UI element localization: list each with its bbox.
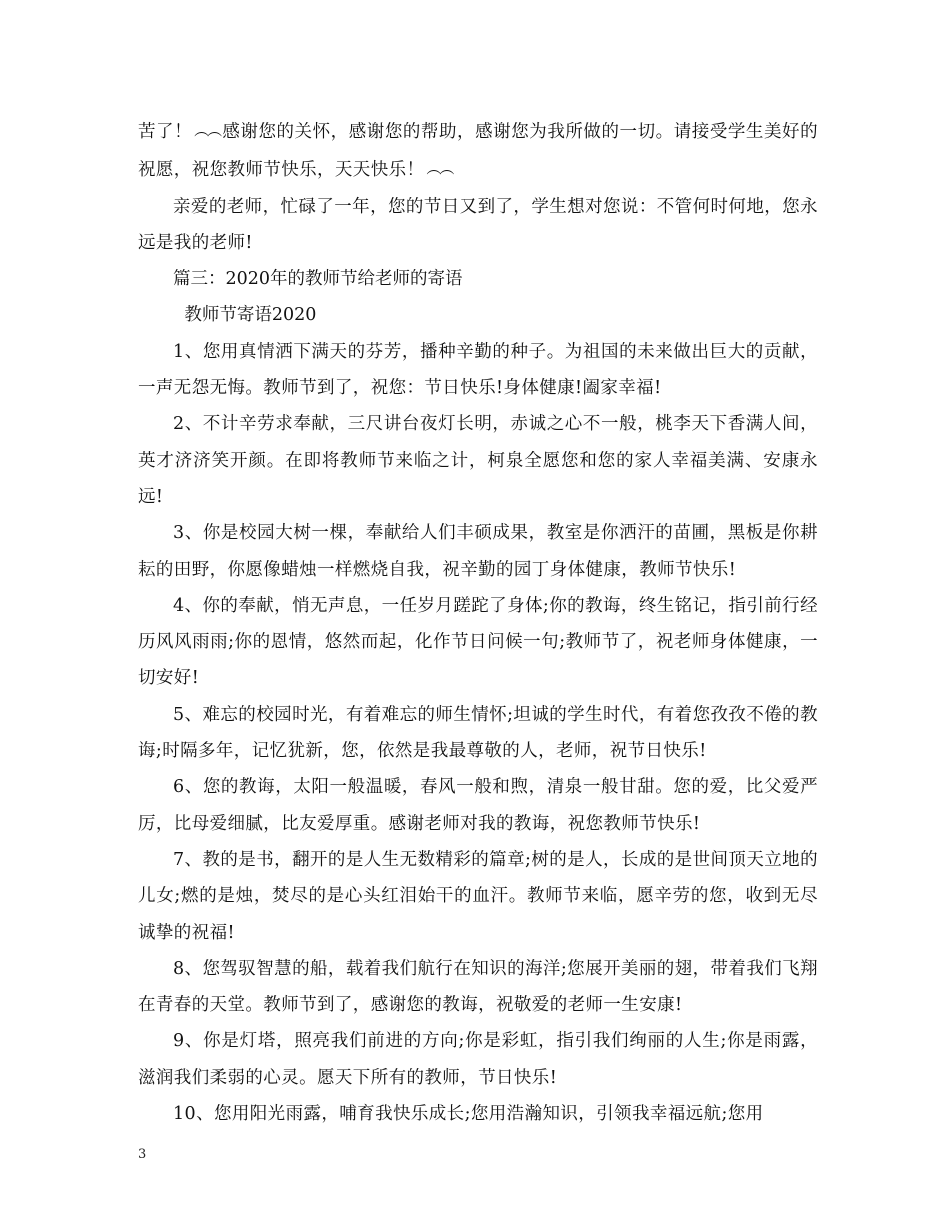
dear-teacher-paragraph: 亲爱的老师，忙碌了一年，您的节日又到了，学生想对您说：不管何时何地，您永远是我的老师! xyxy=(138,196,818,253)
intro-paragraph xyxy=(138,112,818,189)
wish-item-4: 4、你的奉献，悄无声息，一任岁月蹉跎了身体;你的教诲，终生铭记，指引前行经历风风雨雨;你的恩情，悠然而起，化作节日问候一句;教师节了，祝老师身体健康，一切安好! xyxy=(138,595,818,689)
emoticon-smile: ︵︵ xyxy=(194,121,221,139)
wish-item-2: 2、不计辛劳求奉献，三尺讲台夜灯长明，赤诚之心不一般，桃李天下香满人间，英才济济笑开颜。在即将教师节来临之计，柯泉全愿您和您的家人幸福美满、安康永远! xyxy=(138,414,818,507)
wish-item-6: 6、您的教诲，太阳一般温暖，春风一般和煦，清泉一般甘甜。您的爱，比父爱严厉，比母爱细腻，比友爱厚重。感谢老师对我的教诲，祝您教师节快乐! xyxy=(138,777,818,834)
intro-text-end: 感谢您的关怀，感谢您的帮助，感谢您为我所做的一切。请接受学生美好的祝愿，祝您教师节快乐，天天快乐！ xyxy=(138,122,818,181)
wish-item-5: 5、难忘的校园时光，有着难忘的师生情怀;坦诚的学生时代，有着您孜孜不倦的教诲;时隔多年，记忆犹新，您，依然是我最尊敬的人，老师，祝节日快乐! xyxy=(138,704,818,762)
wish-item-7: 7、教的是书，翻开的是人生无数精彩的篇章;树的是人，长成的是世间顶天立地的儿女;燃的是烛，焚尽的是心头红泪始干的血汗。教师节来临，愿辛劳的您，收到无尽诚挚的祝福! xyxy=(138,849,818,943)
wish-item-10: 10、您用阳光雨露，哺育我快乐成长;您用浩瀚知识，引领我幸福远航;您用 xyxy=(173,1104,764,1125)
wish-item-1: 1、您用真情洒下满天的芬芳，播种辛勤的种子。为祖国的未来做出巨大的贡献，一声无怨无悔。教师节到了，祝您：节日快乐!身体健康!阖家幸福! xyxy=(138,341,818,399)
section-title: 篇三：2020年的教师节给老师的寄语 xyxy=(173,269,463,290)
intro-text-start: 苦了！ xyxy=(138,122,193,142)
wish-item-8: 8、您驾驭智慧的船，载着我们航行在知识的海洋;您展开美丽的翅，带着我们飞翔在青春的天堂。教师节到了，感谢您的教诲，祝敬爱的老师一生安康! xyxy=(138,958,818,1016)
wish-item-9: 9、你是灯塔，照亮我们前进的方向;你是彩虹，指引我们绚丽的人生;你是雨露，滋润我们柔弱的心灵。愿天下所有的教师，节日快乐! xyxy=(138,1031,818,1088)
section-subtitle: 教师节寄语2020 xyxy=(184,305,317,326)
emoticon-smile-2: ︵︵ xyxy=(426,159,453,178)
page-number: 3 xyxy=(138,1147,147,1162)
document-page xyxy=(138,112,818,1132)
wish-item-3: 3、你是校园大树一棵，奉献给人们丰硕成果，教室是你洒汗的苗圃，黑板是你耕耘的田野，你愿像蜡烛一样燃烧自我，祝辛勤的园丁身体健康，教师节快乐! xyxy=(138,523,818,580)
